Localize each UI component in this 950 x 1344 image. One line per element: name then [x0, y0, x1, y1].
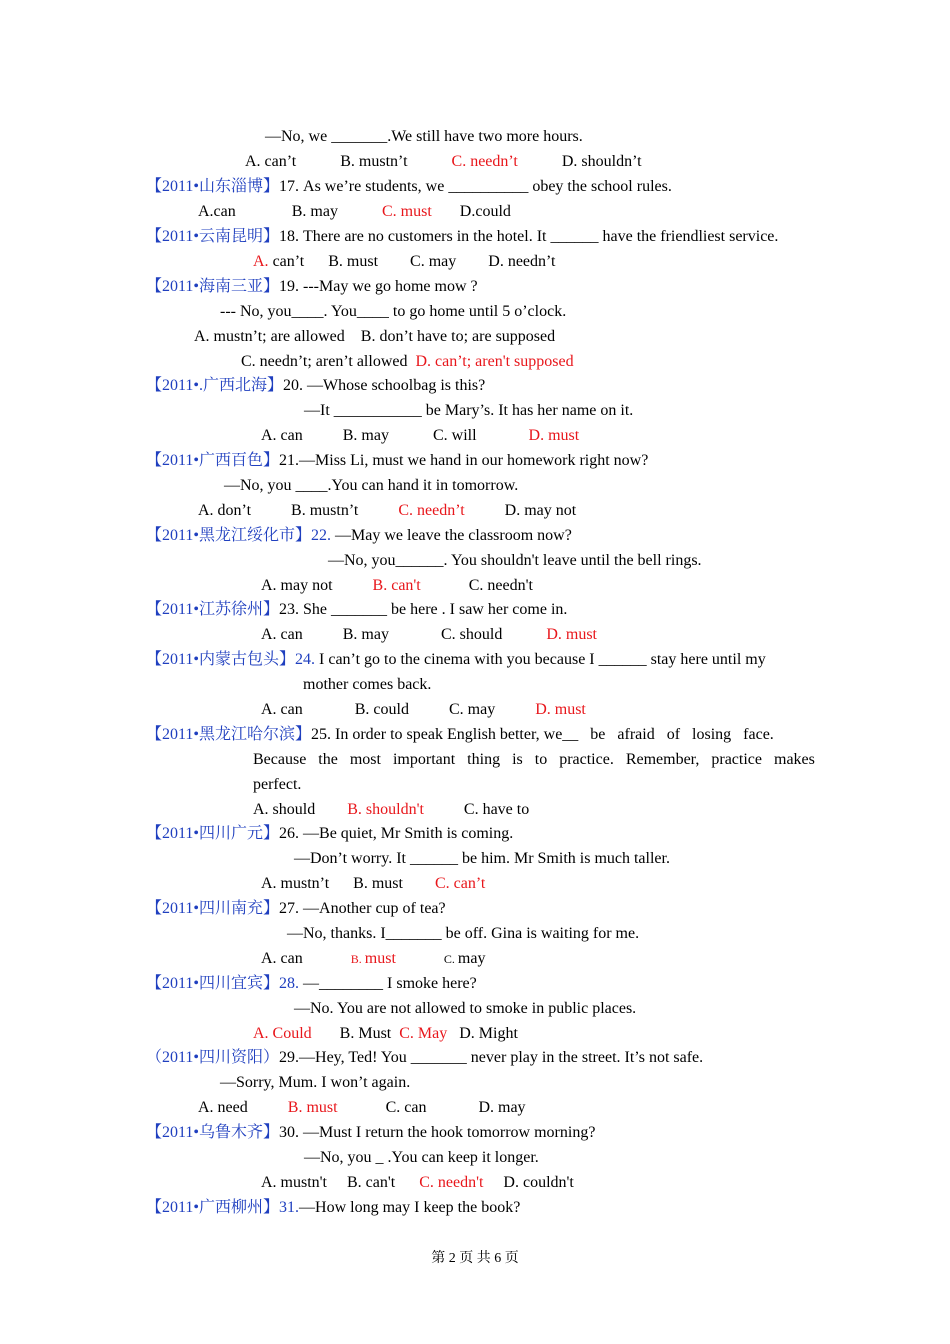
line-text: 19. ---May we go home mow ? — [279, 278, 478, 295]
text-line — [198, 501, 576, 521]
text-line — [146, 725, 774, 745]
line-text: 30. —Must I return the hook tomorrow morning? — [279, 1124, 596, 1141]
text-line — [253, 1024, 518, 1044]
question-source-tag: 【2011•黑龙江哈尔滨】 — [146, 726, 312, 743]
line-text: 26. —Be quiet, Mr Smith is coming. — [279, 825, 514, 842]
text-line — [304, 401, 633, 421]
text-line — [146, 974, 477, 994]
text-line — [245, 152, 642, 172]
line-text: D. may not — [464, 502, 577, 519]
line-text: —________ I smoke here? — [299, 975, 477, 992]
line-text: A.can B. may — [198, 203, 382, 220]
text-line — [241, 352, 574, 372]
line-text: A. can — [261, 950, 351, 967]
answer-highlight: D. can’t; aren't supposed — [415, 353, 574, 370]
text-line — [253, 252, 556, 272]
text-line — [146, 451, 648, 471]
text-line — [294, 849, 670, 869]
line-text: A. can B. may C. should — [261, 626, 547, 643]
line-text: 23. She _______ be here . I saw her come in. — [279, 601, 568, 618]
answer-highlight: D. must — [535, 701, 586, 718]
text-line — [146, 376, 485, 396]
line-text: mother comes back. — [303, 676, 432, 693]
line-text: 20. —Whose schoolbag is this? — [283, 377, 486, 394]
question-source-tag: 【2011•江苏徐州】 — [146, 601, 280, 618]
text-line — [194, 327, 555, 347]
line-text: C. — [443, 952, 458, 966]
text-line — [265, 127, 583, 147]
line-text: A. may not — [261, 577, 373, 594]
line-text: 25. In order to speak English better, we__ be afraid of losing face. — [311, 726, 774, 743]
text-line — [304, 1148, 539, 1168]
line-text: D.could — [431, 203, 511, 220]
text-line — [294, 999, 636, 1019]
text-line — [146, 1198, 520, 1218]
line-text: 28. — [279, 975, 300, 992]
text-line — [328, 551, 702, 571]
answer-highlight: B. must — [287, 1099, 338, 1116]
line-text: Because the most important thing is to practice. Remember, practice makes — [253, 751, 815, 768]
text-line — [146, 177, 672, 197]
line-text: A. can B. could C. may — [261, 701, 536, 718]
text-line — [146, 899, 446, 919]
text-line — [261, 700, 586, 720]
line-text: —May we leave the classroom now? — [331, 527, 572, 544]
question-source-tag: 【2011•黑龙江绥化市】 — [146, 527, 312, 544]
answer-highlight: B. shouldn't — [347, 801, 424, 818]
answer-highlight: C. needn’t — [451, 153, 518, 170]
text-line — [253, 750, 815, 770]
line-text: —Don’t worry. It ______ be him. Mr Smith is much taller. — [294, 850, 670, 867]
text-line — [146, 526, 572, 546]
text-line — [146, 1048, 703, 1068]
question-source-tag: 【2011•四川宜宾】 — [146, 975, 280, 992]
text-line — [146, 650, 766, 670]
question-source-tag: 【2011•四川广元】 — [146, 825, 280, 842]
text-line — [253, 800, 529, 820]
text-line — [198, 202, 511, 222]
line-text: D. Might — [447, 1025, 518, 1042]
line-text: A. don’t B. mustn’t — [198, 502, 399, 519]
text-line — [261, 625, 597, 645]
line-text: can’t B. must C. may D. needn’t — [272, 253, 556, 270]
answer-highlight: A. — [253, 253, 273, 270]
line-text: A. mustn't B. can't — [261, 1174, 420, 1191]
line-text: 27. —Another cup of tea? — [279, 900, 446, 917]
text-line — [220, 302, 566, 322]
text-line — [224, 476, 518, 496]
line-text: I can’t go to the cinema with you because I ______ stay here until my — [315, 651, 766, 668]
answer-highlight: must — [364, 950, 396, 967]
line-text: C. needn't — [420, 577, 533, 594]
line-text: —No, you______. You shouldn't leave until the bell rings. — [328, 552, 702, 569]
line-text — [396, 950, 444, 967]
line-text: perfect. — [253, 776, 302, 793]
answer-highlight: D. must — [528, 427, 580, 444]
text-line — [261, 576, 533, 596]
line-text: A. can’t B. mustn’t — [245, 153, 452, 170]
answer-highlight: B. can't — [372, 577, 421, 594]
question-source-tag: 【2011•广西柳州】 — [146, 1199, 280, 1216]
line-text: A. should — [253, 801, 348, 818]
text-line — [146, 600, 567, 620]
line-text: 29.—Hey, Ted! You _______ never play in the street. It’s not safe. — [279, 1049, 704, 1066]
line-text: A. need — [198, 1099, 288, 1116]
line-text: D. couldn't — [483, 1174, 574, 1191]
line-text: —No, you ____.You can hand it in tomorrow. — [224, 477, 519, 494]
answer-highlight: B. — [350, 952, 365, 966]
text-line — [146, 277, 478, 297]
line-text: —No, we _______.We still have two more hours. — [265, 128, 583, 145]
line-text: 18. There are no customers in the hotel. It ______ have the friendliest service. — [279, 228, 779, 245]
line-text: —Sorry, Mum. I won’t again. — [220, 1074, 411, 1091]
line-text: may — [457, 950, 486, 967]
text-line — [146, 227, 778, 247]
text-line — [261, 874, 485, 894]
line-text: —No. You are not allowed to smoke in public places. — [294, 1000, 637, 1017]
line-text: C. needn’t; aren’t allowed — [241, 353, 416, 370]
answer-highlight: C. can’t — [434, 875, 486, 892]
line-text: 24. — [295, 651, 316, 668]
question-source-tag: （2011•四川资阳） — [146, 1049, 280, 1066]
text-line — [146, 1123, 595, 1143]
question-source-tag: 【2011•山东淄博】 — [146, 178, 280, 195]
question-source-tag: 【2011•内蒙古包头】 — [146, 651, 296, 668]
line-text: --- No, you____. You____ to go home until 5 o’clock. — [220, 303, 567, 320]
line-text: A. mustn’t B. must — [261, 875, 435, 892]
text-line — [220, 1073, 410, 1093]
text-line — [261, 426, 579, 446]
answer-highlight: C. May — [399, 1025, 448, 1042]
line-text: 22. — [311, 527, 332, 544]
question-source-tag: 【2011•广西百色】 — [146, 452, 280, 469]
line-text: 21.—Miss Li, must we hand in our homework right now? — [279, 452, 649, 469]
text-line — [303, 675, 431, 695]
question-source-tag: 【2011•.广西北海】 — [146, 377, 284, 394]
line-text: —No, you _ .You can keep it longer. — [304, 1149, 539, 1166]
line-text: D. shouldn’t — [517, 153, 642, 170]
line-text: A. mustn’t; are allowed B. don’t have to; are supposed — [194, 328, 556, 345]
text-line — [146, 824, 513, 844]
answer-highlight: C. needn't — [419, 1174, 484, 1191]
question-source-tag: 【2011•乌鲁木齐】 — [146, 1124, 280, 1141]
text-line — [261, 949, 485, 969]
line-text: C. have to — [423, 801, 530, 818]
answer-highlight: D. must — [546, 626, 597, 643]
answer-highlight: C. must — [381, 203, 432, 220]
line-text: 31. — [279, 1199, 300, 1216]
line-text: A. can B. may C. will — [261, 427, 529, 444]
text-line — [261, 1173, 574, 1193]
line-text: C. can D. may — [337, 1099, 526, 1116]
text-line — [198, 1098, 526, 1118]
question-source-tag: 【2011•云南昆明】 — [146, 228, 280, 245]
answer-highlight: C. needn’t — [398, 502, 465, 519]
answer-highlight: A. Could — [253, 1025, 312, 1042]
page-footer: 第 2 页 共 6 页 — [431, 1251, 519, 1266]
text-line — [287, 924, 639, 944]
line-text: —It ___________ be Mary’s. It has her name on it. — [304, 402, 634, 419]
line-text: B. Must — [311, 1025, 400, 1042]
question-source-tag: 【2011•海南三亚】 — [146, 278, 280, 295]
line-text: —No, thanks. I_______ be off. Gina is waiting for me. — [287, 925, 640, 942]
line-text: —How long may I keep the book? — [299, 1199, 521, 1216]
text-line — [253, 775, 301, 795]
line-text: 17. As we’re students, we __________ obey the school rules. — [279, 178, 672, 195]
question-source-tag: 【2011•四川南充】 — [146, 900, 280, 917]
